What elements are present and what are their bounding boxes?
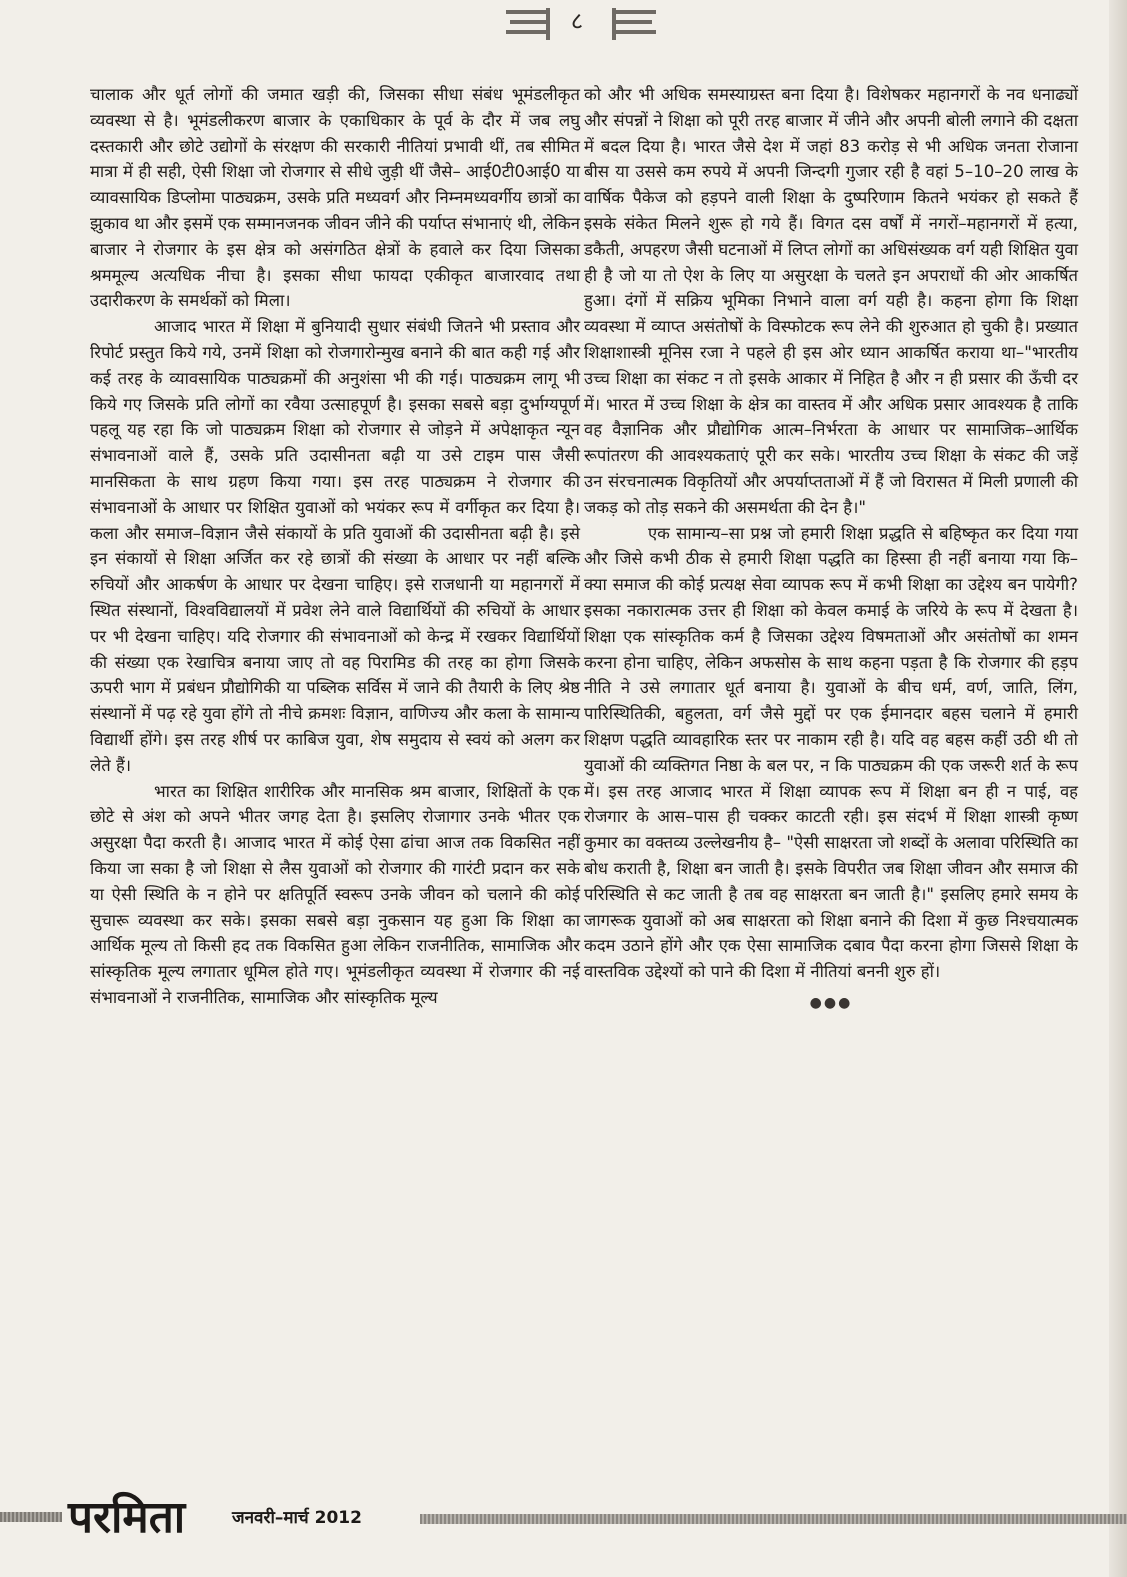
- left-paragraph-1: चालाक और धूर्त लोगों की जमात खड़ी की, जिसका सीधा संबंध भूमंडलीकृत व्यवस्था से है। भूमंडलीकरण बाजार के एकाधिकार के पूर्व के दौर में जब लघु दस्तकारी और छोटे उद्योगों के संरक्षण की सरकारी नीतियां प्रभावी थीं, तब सीमित मात्रा में ही सही, ऐसी शिक्षा जो रोजगार से सीधे जुड़ी थीं जैसे– आई0टी0आई0 या व्यावसायिक डिप्लोमा पाठ्यक्रम, उसके प्रति मध्यवर्ग और निम्नमध्यवर्गीय छात्रों का झुकाव था और इसमें एक सम्मानजनक जीवन जीने की पर्याप्त संभानाएं थी, लेकिन बाजार ने रोजगार के इस क्षेत्र को असंगठित क्षेत्रों के हवाले कर दिया जिसका श्रममूल्य अत्यधिक नीचा है। इसका सीधा फायदा एकीकृत बाजारवाद तथा उदारीकरण के समर्थकों को मिला।: [90, 85, 580, 311]
- page-edge-shadow: [1109, 0, 1127, 1577]
- page-number: ८: [570, 7, 584, 35]
- issue-date: जनवरी–मार्च 2012: [232, 1508, 362, 1528]
- right-paragraph-2: एक सामान्य–सा प्रश्न जो हमारी शिक्षा प्रद्धति से बहिष्कृत कर दिया गया और जिसे कभी ठीक से हमारी शिक्षा पद्धति का हिस्सा ही नहीं बनाया गया कि– क्या समाज की कोई प्रत्यक्ष सेवा व्यापक रूप में कभी शिक्षा का उद्देश्य बन पायेगी?इसका नकारात्मक उत्तर ही शिक्षा को केवल कमाई के जरिये के रूप में देखता है। शिक्षा एक सांस्कृतिक कर्म है जिसका उद्देश्य विषमताओं और असंतोषों का शमन करना होना चाहिए, लेकिन अफसोस के साथ कहना पड़ता है कि रोजगार की हड़प नीति ने उसे लगातार धूर्त बनाया है। युवाओं के बीच धर्म, वर्ण, जाति, लिंग, पारिस्थितिकी, बहुलता, वर्ग जैसे मुद्दों पर एक ईमानदार बहस चलाने में हमारी शिक्षण पद्धति व्यावहारिक स्तर पर नाकाम रही है। यदि वह बहस कहीं उठी थी तो युवाओं की व्यक्तिगत निष्ठा के बल पर, न कि पाठ्यक्रम की एक जरूरी शर्त के रूप में। इस तरह आजाद भारत में शिक्षा व्यापक रूप में शिक्षा बन ही न पाई, वह रोजगार के आस–पास ही चक्कर काटती रही। इस संदर्भ में शिक्षा शास्त्री कृष्ण कुमार का वक्तव्य उल्लेखनीय है– "ऐसी साक्षरता जो शब्दों के अलावा परिस्थिति का बोध कराती है, शिक्षा बन जाती है। इसके विपरीत जब शिक्षा जीवन और समाज की परिस्थिति से कट जाती है तब वह साक्षरता बन जाती है।" इसलिए हमारे समय के जागरूक युवाओं को अब साक्षरता को शिक्षा बनाने की दिशा में कुछ निश्चयात्मक कदम उठाने होंगे और एक ऐसा सामाजिक दबाव पैदा करना होगा जिससे शिक्षा के वास्तविक उद्देश्यों को पाने की दिशा में नीतियां बननी शुरु हों।: [584, 523, 1078, 982]
- left-column: [90, 82, 580, 1011]
- end-mark: ●●●: [809, 994, 853, 1011]
- magazine-logo: परमिता: [68, 1492, 186, 1543]
- footer-rule-right: [420, 1514, 1127, 1524]
- footer-rule-left: [0, 1512, 62, 1522]
- left-paragraph-2: आजाद भारत में शिक्षा में बुनियादी सुधार संबंधी जितने भी प्रस्ताव और रिपोर्ट प्रस्तुत किये गये, उनमें शिक्षा को रोजगारोन्मुख बनाने की बात कही गई और कई तरह के व्यावसायिक पाठ्यक्रमों की अनुशंसा भी की गई। पाठ्यक्रम लागू भी किये गए जिसके प्रति लोगों का रवैया उत्साहपूर्ण है। इसका सबसे बड़ा दुर्भाग्यपूर्ण पहलू यह रहा कि जो पाठ्यक्रम शिक्षा को रोजगार से जोड़ने में अपेक्षाकृत न्यून संभावनाओं वाले हैं, उसके प्रति उदासीनता बढ़ी या उसे टाइम पास जैसी मानसिकता के साथ ग्रहण किया गया। इस तरह पाठ्यक्रम ने रोजगार की संभावनाओं के आधार पर शिक्षित युवाओं को भयंकर रूप में वर्गीकृत कर दिया है। कला और समाज–विज्ञान जैसे संकायों के प्रति युवाओं की उदासीनता बढ़ी है। इसे इन संकायों से शिक्षा अर्जित कर रहे छात्रों की संख्या के आधार पर नहीं बल्कि रुचियों और आकर्षण के आधार पर देखना चाहिए। इसे राजधानी या महानगरों में स्थित संस्थानों, विश्वविद्यालयों में प्रवेश लेने वाले विद्यार्थियों की रुचियों के आधार पर भी देखना चाहिए। यदि रोजगार की संभावनाओं को केन्द्र में रखकर विद्यार्थियों की संख्या एक रेखाचित्र बनाया जाए तो वह पिरामिड की तरह का होगा जिसके ऊपरी भाग में प्रबंधन प्रौद्योगिकी या पब्लिक सर्विस में जाने की तैयारी के लिए श्रेष्ठ संस्थानों में पढ़ रहे युवा होंगे तो नीचे क्रमशः विज्ञान, वाणिज्य और कला के सामान्य विद्यार्थी होंगे। इस तरह शीर्ष पर काबिज युवा, शेष समुदाय से स्वयं को अलग कर लेते हैं।: [90, 317, 580, 775]
- right-column: [584, 82, 1078, 1017]
- left-paragraph-3: भारत का शिक्षित शारीरिक और मानसिक श्रम बाजार, शिक्षितों के एक छोटे से अंश को अपने भीतर जगह देता है। इसलिए रोजागार उनके भीतर एक असुरक्षा पैदा करती है। आजाद भारत में कोई ऐसा ढांचा आज तक विकसित नहीं किया जा सका है जो शिक्षा से लैस युवाओं को रोजगार की गारंटी प्रदान कर सके या ऐसी स्थिति के न होने पर क्षतिपूर्ति स्वरूप उनके जीवन को चलाने की कोई सुचारू व्यवस्था कर सके। इसका सबसे बड़ा नुकसान यह हुआ कि शिक्षा का आर्थिक मूल्य तो किसी हद तक विकसित हुआ लेकिन राजनीतिक, सामाजिक और सांस्कृतिक मूल्य लगातार धूमिल होते गए। भूमंडलीकृत व्यवस्था में रोजगार की नई संभावनाओं ने राजनीतिक, सामाजिक और सांस्कृतिक मूल्य: [90, 781, 580, 1007]
- right-paragraph-1: को और भी अधिक समस्याग्रस्त बना दिया है। विशेषकर महानगरों के नव धनाढ्यों और संपन्नों ने शिक्षा को पूरी तरह बाजार में जीने और अपनी बोली लगाने की दक्षता में बदल दिया है। भारत जैसे देश में जहां 83 करोड़ से भी अधिक जनता रोजाना बीस या उससे कम रुपये में अपनी जिन्दगी गुजार रही है वहां 5–10–20 लाख के वार्षिक पैकेज को हड़पने वाली शिक्षा के दुष्परिणाम कितने भयंकर हो सकते हैं इसके संकेत मिलने शुरू हो गये हैं। विगत दस वर्षों में नगरों–महानगरों में हत्या, डकैती, अपहरण जैसी घटनाओं में लिप्त लोगों का अधिसंख्यक वर्ग यही शिक्षित युवा ही है जो या तो ऐश के लिए या असुरक्षा के चलते इन अपराधों की ओर आकर्षित हुआ। दंगों में सक्रिय भूमिका निभाने वाला वर्ग यही है। कहना होगा कि शिक्षा व्यवस्था में व्याप्त असंतोषों के विस्फोटक रूप लेने की शुरुआत हो चुकी है। प्रख्यात शिक्षाशास्त्री मूनिस रजा ने पहले ही इस ओर ध्यान आकर्षित कराया था–"भारतीय उच्च शिक्षा का संकट न तो इसके आकार में निहित है और न ही प्रसार की ऊँची दर में। भारत में उच्च शिक्षा के क्षेत्र का वास्तव में और अधिक प्रसार आवश्यक है ताकि वह वैज्ञानिक और प्रौद्योगिक आत्म–निर्भरता के आधार पर सामाजिक–आर्थिक रूपांतरण की आवश्यकताएं पूरी कर सके। भारतीय उच्च शिक्षा के संकट की जड़ें उन संरचनात्मक विकृतियों और अपर्याप्तताओं में हैं जो विरासत में मिली प्रणाली की जकड़ को तोड़ सकने की असमर्थता की देन है।": [584, 85, 1078, 517]
